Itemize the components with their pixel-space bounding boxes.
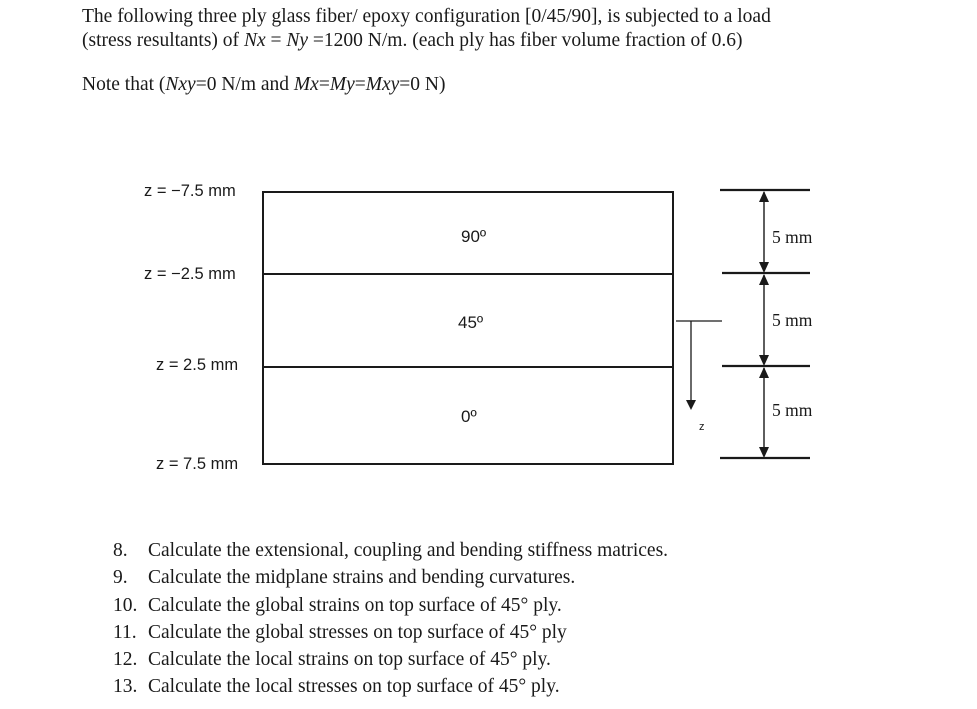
question-item — [113, 564, 668, 591]
question-item — [113, 619, 668, 646]
question-number: 8. — [113, 540, 128, 561]
question-number: 10. — [113, 594, 138, 616]
note-middle: =0 N/m and — [195, 74, 294, 95]
ply-angle-0: 0º — [461, 407, 477, 426]
question-number: 9. — [113, 567, 128, 589]
note-equals-2: = — [354, 74, 366, 95]
mx-symbol: Mx — [293, 74, 319, 95]
equals-sign: = — [265, 30, 287, 51]
note-equals-1: = — [318, 74, 330, 95]
question-number: 11. — [113, 621, 137, 643]
dim-arrow-45-bottom — [759, 355, 769, 366]
ply-angle-45: 45º — [458, 313, 484, 332]
question-text: Calculate the local strains on top surface of 45° ply. — [148, 649, 551, 671]
question-text: Calculate the midplane strains and bending curvatures. — [148, 567, 576, 589]
question-list — [113, 537, 668, 701]
dim-arrow-90-top — [759, 191, 769, 202]
z-axis-indicator — [676, 321, 722, 410]
thickness-label-ply-45: 5 mm — [772, 310, 813, 330]
question-item — [113, 537, 668, 564]
question-item — [113, 592, 668, 619]
dim-arrow-0-top — [759, 367, 769, 378]
nxy-symbol: Nxy — [165, 74, 196, 95]
problem-statement-line-2-prefix: (stress resultants) of — [82, 30, 244, 51]
nx-symbol: Nx — [243, 30, 266, 51]
z-label-upper-mid: z = −2.5 mm — [144, 265, 236, 283]
z-axis-arrow-head — [686, 400, 696, 410]
note-prefix: Note that ( — [82, 74, 166, 95]
ny-symbol: Ny — [286, 30, 309, 51]
question-text: Calculate the extensional, coupling and bending stiffness matrices. — [148, 540, 669, 561]
mxy-symbol: Mxy — [365, 74, 400, 95]
z-label-top: z = −7.5 mm — [144, 182, 236, 200]
problem-statement-line-1: The following three ply glass fiber/ epoxy configuration [0/45/90], is subjected to a load — [82, 6, 771, 27]
question-number: 13. — [113, 676, 138, 698]
dim-arrow-0-bottom — [759, 447, 769, 458]
z-label-lower-mid: z = 2.5 mm — [156, 356, 239, 374]
note-suffix: =0 N) — [399, 74, 446, 95]
thickness-label-ply-0: 5 mm — [772, 400, 813, 420]
dim-arrow-45-top — [759, 274, 769, 285]
dim-arrow-90-bottom — [759, 262, 769, 273]
z-label-bottom: z = 7.5 mm — [156, 455, 239, 473]
thickness-label-ply-90: 5 mm — [772, 227, 813, 247]
question-text: Calculate the local stresses on top surface of 45° ply. — [148, 676, 560, 698]
z-axis-label: z — [699, 421, 705, 433]
problem-statement-line-2-suffix: =1200 N/m. (each ply has fiber volume fraction of 0.6) — [308, 30, 743, 51]
ply-angle-90: 90º — [461, 227, 487, 246]
my-symbol: My — [329, 74, 355, 95]
question-text: Calculate the global stresses on top surface of 45° ply — [148, 621, 567, 643]
question-number: 12. — [113, 649, 138, 671]
question-item — [113, 673, 668, 700]
question-text: Calculate the global strains on top surface of 45° ply. — [148, 594, 562, 616]
question-item — [113, 646, 668, 673]
